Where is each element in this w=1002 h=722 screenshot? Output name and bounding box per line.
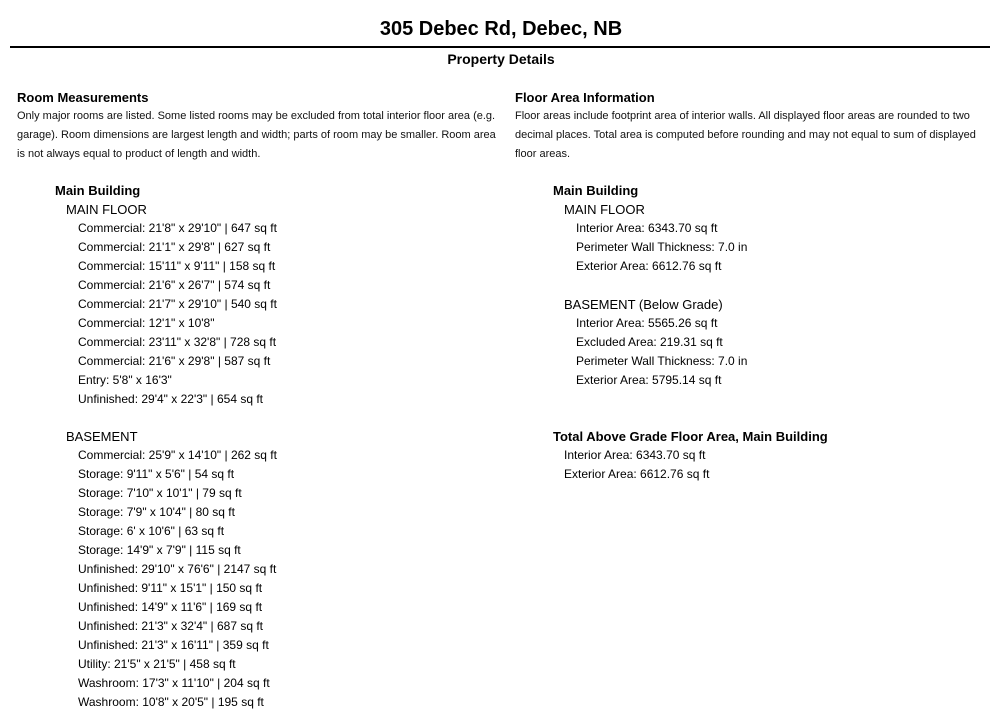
page-title: 305 Debec Rd, Debec, NB bbox=[379, 18, 623, 40]
room-item: Unfinished: 29'10" x 76'6" | 2147 sq ft bbox=[78, 562, 277, 576]
room-item: Commercial: 21'6" x 29'8" | 587 sq ft bbox=[78, 354, 271, 368]
room-item: Utility: 21'5" x 21'5" | 458 sq ft bbox=[78, 657, 236, 671]
room-item: Commercial: 21'8" x 29'10" | 647 sq ft bbox=[78, 221, 277, 235]
room-item: Commercial: 23'11" x 32'8" | 728 sq ft bbox=[78, 335, 277, 349]
room-item: Unfinished: 21'3" x 16'11" | 359 sq ft bbox=[78, 638, 269, 652]
room-item: Unfinished: 9'11" x 15'1" | 150 sq ft bbox=[78, 581, 263, 595]
room-item: Commercial: 21'1" x 29'8" | 627 sq ft bbox=[78, 240, 271, 254]
room-item: Commercial: 21'6" x 26'7" | 574 sq ft bbox=[78, 278, 271, 292]
room-item: Washroom: 10'8" x 20'5" | 195 sq ft bbox=[78, 695, 264, 709]
total-above-grade bbox=[553, 427, 1000, 484]
area-line: Exterior Area: 6612.76 sq ft bbox=[564, 467, 710, 481]
room-item: Unfinished: 29'4" x 22'3" | 654 sq ft bbox=[78, 392, 263, 406]
room-item: Commercial: 12'1" x 10'8" bbox=[78, 316, 215, 330]
floor-name: BASEMENT (Below Grade) bbox=[564, 297, 723, 312]
title-divider bbox=[10, 46, 990, 48]
room-measurements-section bbox=[17, 90, 502, 712]
floor-name: MAIN FLOOR bbox=[66, 202, 147, 217]
area-line: Excluded Area: 219.31 sq ft bbox=[576, 335, 723, 349]
building-rooms bbox=[55, 181, 502, 712]
floor-area-main bbox=[553, 200, 1000, 276]
floor-area-section bbox=[515, 90, 1000, 484]
floor-area-description: Floor areas include footprint area of interior walls. All displayed floor areas are rounded to two decimal places. Total area is computed before rounding and may not equal to sum of displayed floor areas. bbox=[515, 110, 976, 160]
room-item: Washroom: 17'3" x 11'10" | 204 sq ft bbox=[78, 676, 270, 690]
building-name: Main Building bbox=[553, 183, 639, 198]
area-line: Perimeter Wall Thickness: 7.0 in bbox=[576, 354, 748, 368]
building-floor-areas bbox=[553, 181, 1000, 390]
floor-main bbox=[55, 200, 502, 409]
page-subtitle: Property Details bbox=[447, 51, 555, 67]
room-item: Storage: 6' x 10'6" | 63 sq ft bbox=[78, 524, 225, 538]
room-measurements-description: Only major rooms are listed. Some listed rooms may be excluded from total interior floor area (e.g. garage). Room dimensions are largest length and width; parts of room may be smaller. Room area is not always equal to product of length and width. bbox=[17, 110, 496, 160]
room-item: Storage: 7'9" x 10'4" | 80 sq ft bbox=[78, 505, 235, 519]
floor-area-heading: Floor Area Information bbox=[515, 90, 655, 105]
floor-name: MAIN FLOOR bbox=[564, 202, 645, 217]
room-item: Commercial: 21'7" x 29'10" | 540 sq ft bbox=[78, 297, 277, 311]
area-line: Interior Area: 5565.26 sq ft bbox=[576, 316, 718, 330]
floor-area-basement bbox=[553, 295, 1000, 390]
room-item: Unfinished: 21'3" x 32'4" | 687 sq ft bbox=[78, 619, 263, 633]
area-line: Exterior Area: 6612.76 sq ft bbox=[576, 259, 722, 273]
room-measurements-heading: Room Measurements bbox=[17, 90, 149, 105]
area-line: Perimeter Wall Thickness: 7.0 in bbox=[576, 240, 748, 254]
room-item: Storage: 7'10" x 10'1" | 79 sq ft bbox=[78, 486, 242, 500]
floor-basement bbox=[55, 427, 502, 712]
floor-name: BASEMENT bbox=[66, 429, 138, 444]
total-heading: Total Above Grade Floor Area, Main Building bbox=[553, 429, 828, 444]
room-item: Entry: 5'8" x 16'3" bbox=[78, 373, 172, 387]
room-item: Commercial: 15'11" x 9'11" | 158 sq ft bbox=[78, 259, 276, 273]
room-item: Storage: 14'9" x 7'9" | 115 sq ft bbox=[78, 543, 241, 557]
area-line: Interior Area: 6343.70 sq ft bbox=[564, 448, 706, 462]
room-item: Commercial: 25'9" x 14'10" | 262 sq ft bbox=[78, 448, 277, 462]
building-name: Main Building bbox=[55, 183, 141, 198]
area-line: Interior Area: 6343.70 sq ft bbox=[576, 221, 718, 235]
room-item: Unfinished: 14'9" x 11'6" | 169 sq ft bbox=[78, 600, 263, 614]
room-item: Storage: 9'11" x 5'6" | 54 sq ft bbox=[78, 467, 235, 481]
area-line: Exterior Area: 5795.14 sq ft bbox=[576, 373, 722, 387]
